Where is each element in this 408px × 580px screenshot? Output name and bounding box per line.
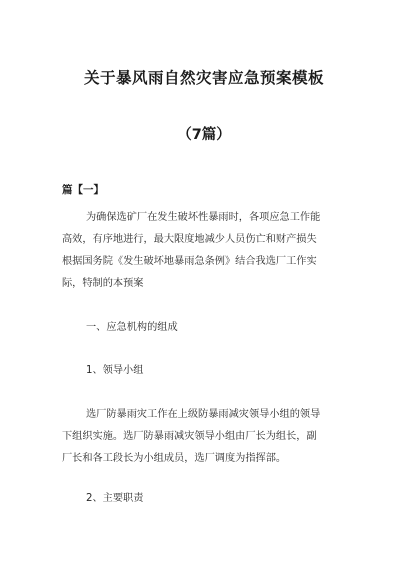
subsection-heading-main-duties: 2、主要职责 — [86, 493, 144, 504]
document-subtitle: （7篇） — [177, 127, 231, 143]
paragraph-line: 下组织实施。选厂防暴雨减灾领导小组由厂长为组长，副 — [62, 431, 317, 442]
section-tag: 篇【一】 — [62, 184, 104, 196]
paragraph-line: 为确保选矿厂在发生破坏性暴雨时，各项应急工作能 — [86, 212, 321, 223]
paragraph-line: 高效，有序地进行，最大限度地减少人员伤亡和财产损失 — [62, 234, 317, 245]
section-heading-organization: 一、应急机构的组成 — [86, 322, 178, 333]
paragraph-line: 际，特制的本预案 — [62, 278, 144, 289]
paragraph-line: 选厂防暴雨灾工作在上级防暴雨减灾领导小组的领导 — [86, 409, 321, 420]
paragraph-line: 根据国务院《发生破坏地暴雨急条例》结合我选厂工作实 — [62, 256, 317, 267]
document-title: 关于暴风雨自然灾害应急预案模板 — [83, 69, 324, 87]
subsection-heading-leadership-group: 1、领导小组 — [86, 365, 144, 376]
paragraph-line: 厂长和各工段长为小组成员，选厂调度为指挥部。 — [62, 453, 287, 464]
